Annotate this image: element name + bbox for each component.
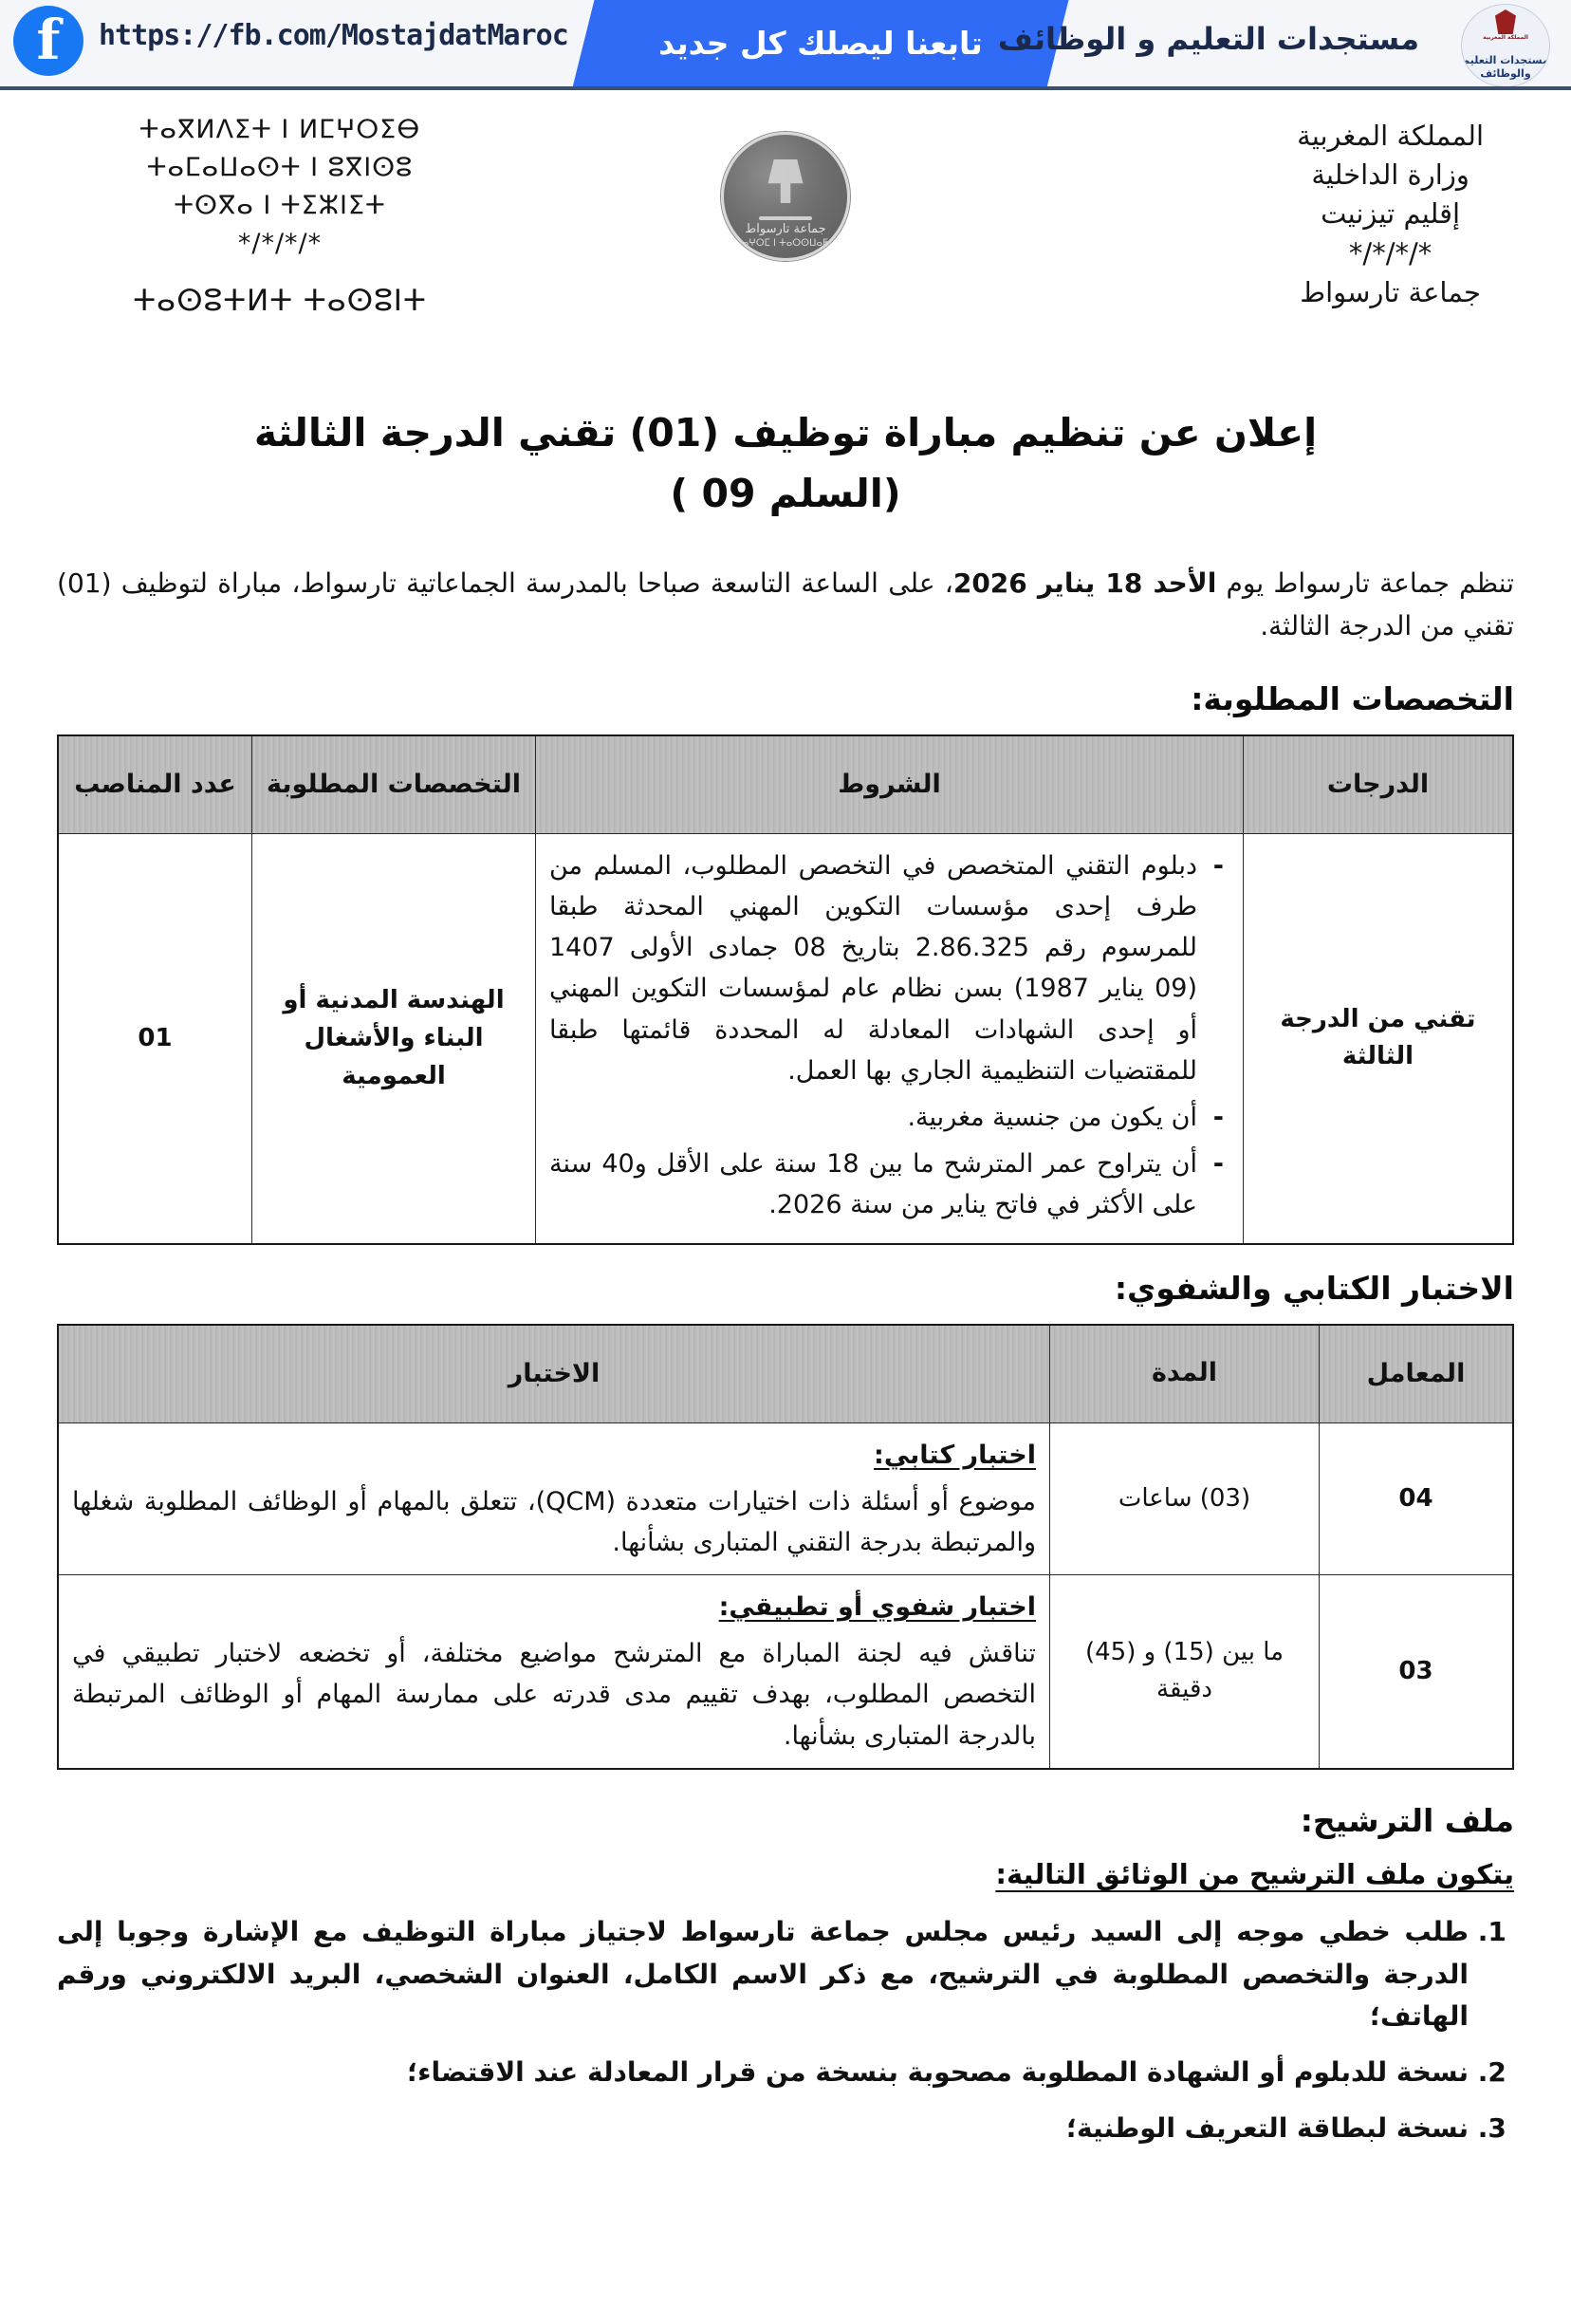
table-row bbox=[58, 833, 1513, 1243]
seal-divider bbox=[759, 216, 812, 220]
header-test: الاختبار bbox=[58, 1325, 1050, 1423]
tifinagh-commune-name: ⵜⴰⵙⵓⵜⵍⵜ ⵜⴰⵙⵓⵏⵜ bbox=[133, 283, 427, 318]
cell-coefficient: 03 bbox=[1320, 1575, 1514, 1769]
cell-degree: تقني من الدرجة الثالثة bbox=[1244, 833, 1514, 1243]
cell-specialty: الهندسة المدنية أو البناء والأشغال العمومية bbox=[252, 833, 536, 1243]
seal-arabic-text: جماعة تارسواط bbox=[745, 222, 826, 236]
test-description: موضوع أو أسئلة ذات اختيارات متعددة (QCM)، تتعلق بالمهام أو الوظائف المطلوبة شغلها والمرتبطة بدرجة التقني المتبارى بشأنها. bbox=[72, 1486, 1036, 1557]
logo-line-3: والوظائف bbox=[1480, 67, 1531, 80]
intro-paragraph bbox=[57, 562, 1514, 648]
page-title-line-2: (السلم 09 ) bbox=[670, 470, 901, 516]
page-title bbox=[76, 403, 1495, 524]
document-page bbox=[0, 90, 1571, 2324]
file-subheading: يتكون ملف الترشيح من الوثائق التالية: bbox=[995, 1857, 1514, 1890]
tifinagh-line-1: ⵜⴰⴳⵍⴷⵉⵜ ⵏ ⵍⵎⵖⵔⵉⴱ bbox=[139, 115, 421, 144]
specialties-table bbox=[57, 734, 1514, 1245]
commune-seal bbox=[721, 132, 850, 261]
intro-text-before: تنظم جماعة تارسواط يوم bbox=[1216, 567, 1514, 600]
masthead bbox=[0, 90, 1571, 403]
specialties-heading: التخصصات المطلوبة: bbox=[1191, 679, 1514, 717]
exam-heading: الاختبار الكتابي والشفوي: bbox=[1114, 1269, 1514, 1307]
table-row bbox=[58, 1575, 1513, 1769]
conditions-list bbox=[549, 846, 1229, 1226]
tifinagh-separator: */*/*/* bbox=[237, 228, 323, 258]
page-title-line-1: إعلان عن تنظيم مباراة توظيف (01) تقني الدرجة الثالثة bbox=[253, 410, 1318, 456]
logo-line-2: مستجدات التعليم bbox=[1462, 54, 1549, 66]
header-degrees: الدرجات bbox=[1244, 735, 1514, 834]
intro-date: الأحد 18 يناير 2026 bbox=[952, 567, 1217, 600]
list-item: 3. نسخة لبطاقة التعريف الوطنية؛ bbox=[57, 2108, 1469, 2150]
seal-emblem-icon bbox=[765, 159, 806, 203]
cell-test bbox=[58, 1422, 1050, 1575]
test-label: اختبار شفوي أو تطبيقي: bbox=[718, 1592, 1036, 1623]
header-duration: المدة bbox=[1050, 1325, 1320, 1423]
masthead-commune: جماعة تارسواط bbox=[1300, 275, 1481, 308]
cell-duration: (03) ساعات bbox=[1050, 1422, 1320, 1575]
facebook-f-glyph: f bbox=[36, 7, 61, 72]
facebook-icon[interactable] bbox=[13, 6, 83, 76]
intro-text-after: ، على الساعة التاسعة صباحا بالمدرسة الجماعاتية تارسواط، مباراة لتوظيف (01) تقني من الدرجة الثالثة. bbox=[57, 567, 1514, 642]
masthead-tifinagh-block bbox=[57, 111, 503, 324]
list-item: 2. نسخة للدبلوم أو الشهادة المطلوبة مصحوبة بنسخة من قرار المعادلة عند الاقتضاء؛ bbox=[57, 2052, 1469, 2094]
cell-coefficient: 04 bbox=[1320, 1422, 1514, 1575]
test-label: اختبار كتابي: bbox=[874, 1440, 1036, 1470]
condition-item: - أن يكون من جنسية مغربية. bbox=[549, 1097, 1229, 1138]
tifinagh-line-3: ⵜⵙⴳⴰ ⵏ ⵜⵉⵣⵏⵉⵜ bbox=[174, 190, 386, 220]
cell-posts-count: 01 bbox=[58, 833, 252, 1243]
header-specialties: التخصصات المطلوبة bbox=[252, 735, 536, 834]
masthead-ministry: وزارة الداخلية bbox=[1311, 158, 1469, 192]
exam-table bbox=[57, 1324, 1514, 1770]
promo-banner bbox=[0, 0, 1571, 90]
banner-site-name: مستجدات التعليم و الوظائف bbox=[997, 21, 1419, 57]
documents-list bbox=[57, 1911, 1514, 2150]
cell-conditions bbox=[536, 833, 1244, 1243]
facebook-url-link[interactable]: https://fb.com/MostajdatMaroc bbox=[99, 19, 568, 52]
masthead-arabic-block bbox=[1297, 117, 1484, 312]
seal-tifinagh-text: ⴰⵖⵔⵎ ⵏ ⵜⴰⵔⵙⵡⴰⵟ bbox=[742, 238, 829, 249]
file-heading: ملف الترشيح: bbox=[1300, 1801, 1514, 1839]
test-description: تناقش فيه لجنة المباراة مع المترشح مواضيع مختلفة، أو تخضعه لاختبار تطبيقي في التخصص المطلوب، بهدف تقييم مدى قدرته على ممارسة المهام أو الوظائف المرتبطة بالدرجة المتبارى بشأنها. bbox=[72, 1639, 1036, 1751]
table-header-row bbox=[58, 1325, 1513, 1423]
site-logo bbox=[1461, 4, 1550, 87]
table-header-row bbox=[58, 735, 1513, 834]
masthead-province: إقليم تيزنيت bbox=[1321, 197, 1461, 231]
table-row bbox=[58, 1422, 1513, 1575]
cell-duration: ما بين (15) و (45) دقيقة bbox=[1050, 1575, 1320, 1769]
banner-slogan: تابعنا ليصلك كل جديد bbox=[658, 25, 983, 62]
masthead-separator: */*/*/* bbox=[1348, 236, 1432, 270]
condition-item: - دبلوم التقني المتخصص في التخصص المطلوب، المسلم من طرف إحدى مؤسسات التكوين المهني المحدثة طبقا للمرسوم رقم 2.86.325 بتاريخ 08 جمادى الأولى 1407 (09 يناير 1987) بسن نظام عام لمؤسسات التكوين المهني أو إحدى الشهادات المعادلة له المحددة قائمتها طبقا للمقتضيات التنظيمية الجاري بها العمل. bbox=[549, 846, 1229, 1091]
condition-item: - أن يتراوح عمر المترشح ما بين 18 سنة على الأقل و40 سنة على الأكثر في فاتح يناير من سنة 2026. bbox=[549, 1143, 1229, 1225]
tifinagh-line-2: ⵜⴰⵎⴰⵡⴰⵙⵜ ⵏ ⵓⴳⵏⵙⵓ bbox=[146, 152, 414, 182]
header-conditions: الشروط bbox=[536, 735, 1244, 834]
logo-kingdom-text: المملكة المغربية bbox=[1483, 34, 1528, 41]
cell-test bbox=[58, 1575, 1050, 1769]
crest-icon bbox=[1495, 9, 1516, 34]
masthead-kingdom: المملكة المغربية bbox=[1297, 120, 1484, 152]
list-item: 1. طلب خطي موجه إلى السيد رئيس مجلس جماعة تارسواط لاجتياز مباراة التوظيف مع الإشارة وجوبا إلى الدرجة والتخصص المطلوبة في الترشيح، مع ذكر الاسم الكامل، العنوان الشخصي، البريد الالكتروني ورقم الهاتف؛ bbox=[57, 1911, 1469, 2038]
header-coefficient: المعامل bbox=[1320, 1325, 1514, 1423]
header-posts-count: عدد المناصب bbox=[58, 735, 252, 834]
